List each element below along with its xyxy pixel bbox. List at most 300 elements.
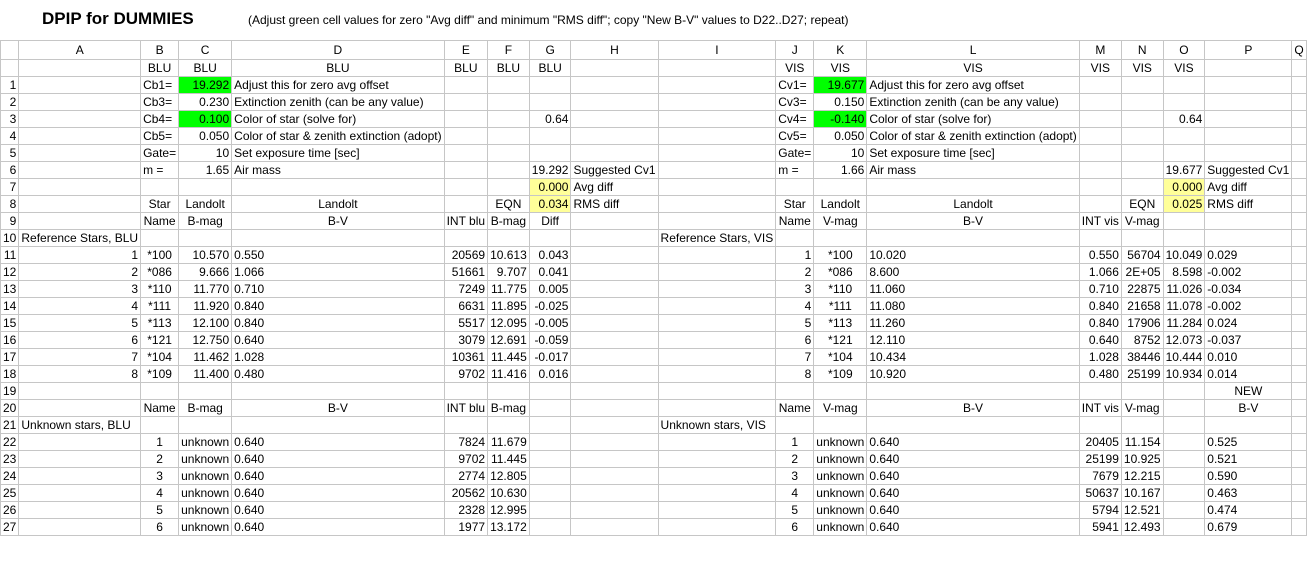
cell-c27[interactable]: unknown [179, 519, 232, 536]
cell-b18[interactable]: *109 [141, 366, 179, 383]
cell-i3[interactable] [658, 111, 776, 128]
cell-m11[interactable]: 0.550 [1079, 247, 1121, 264]
cell-i27[interactable] [658, 519, 776, 536]
cell-d23[interactable]: 0.640 [232, 451, 444, 468]
row-header[interactable]: 3 [1, 111, 19, 128]
cell-a7[interactable] [19, 179, 141, 196]
cell-k22[interactable]: unknown [814, 434, 867, 451]
cell-m13[interactable]: 0.710 [1079, 281, 1121, 298]
cell-a15[interactable]: 5 [19, 315, 141, 332]
cell-p23[interactable]: 0.521 [1205, 451, 1292, 468]
column-header-m[interactable]: M [1079, 41, 1121, 60]
cell-m26[interactable]: 5794 [1079, 502, 1121, 519]
cell-o13[interactable]: 11.026 [1163, 281, 1205, 298]
cell-f16[interactable]: 12.691 [488, 332, 530, 349]
cell-h16[interactable] [571, 332, 658, 349]
cell-o18[interactable]: 10.934 [1163, 366, 1205, 383]
cell-e19[interactable] [444, 383, 487, 400]
cell-l1[interactable]: Adjust this for zero avg offset [867, 77, 1079, 94]
cell-l14[interactable]: 11.080 [867, 298, 1079, 315]
row-header[interactable]: 21 [1, 417, 19, 434]
cell-a23[interactable] [19, 451, 141, 468]
cell-m7[interactable] [1079, 179, 1121, 196]
cell-f19[interactable] [488, 383, 530, 400]
cell-c6[interactable]: 1.65 [179, 162, 232, 179]
cell-b25[interactable]: 4 [141, 485, 179, 502]
cell-g26[interactable] [529, 502, 571, 519]
cell-h15[interactable] [571, 315, 658, 332]
cell-i22[interactable] [658, 434, 776, 451]
cell-g19[interactable] [529, 383, 571, 400]
cell-q25[interactable] [1292, 485, 1306, 502]
cell-j25[interactable]: 4 [776, 485, 814, 502]
cell-l13[interactable]: 11.060 [867, 281, 1079, 298]
cell-g0[interactable]: BLU [529, 60, 571, 77]
cell-l18[interactable]: 10.920 [867, 366, 1079, 383]
cell-q10[interactable] [1292, 230, 1306, 247]
cell-b15[interactable]: *113 [141, 315, 179, 332]
cell-n3[interactable] [1121, 111, 1163, 128]
cell-p1[interactable] [1205, 77, 1292, 94]
cell-l21[interactable] [867, 417, 1079, 434]
cell-i17[interactable] [658, 349, 776, 366]
cell-i18[interactable] [658, 366, 776, 383]
cell-p19[interactable]: NEW [1205, 383, 1292, 400]
cell-e1[interactable] [444, 77, 487, 94]
cell-o24[interactable] [1163, 468, 1205, 485]
cell-f5[interactable] [488, 145, 530, 162]
cell-k1[interactable]: 19.677 [814, 77, 867, 94]
cell-q13[interactable] [1292, 281, 1306, 298]
column-header-p[interactable]: P [1205, 41, 1292, 60]
cell-k23[interactable]: unknown [814, 451, 867, 468]
cell-b17[interactable]: *104 [141, 349, 179, 366]
cell-e12[interactable]: 51661 [444, 264, 487, 281]
cell-g7[interactable]: 0.000 [529, 179, 571, 196]
cell-n8[interactable]: EQN [1121, 196, 1163, 213]
cell-j11[interactable]: 1 [776, 247, 814, 264]
corner-cell[interactable] [1, 41, 19, 60]
cell-h2[interactable] [571, 94, 658, 111]
cell-l23[interactable]: 0.640 [867, 451, 1079, 468]
cell-e9[interactable]: INT blu [444, 213, 487, 230]
cell-a2[interactable] [19, 94, 141, 111]
cell-l6[interactable]: Air mass [867, 162, 1079, 179]
column-header-k[interactable]: K [814, 41, 867, 60]
cell-c8[interactable]: Landolt [179, 196, 232, 213]
cell-n11[interactable]: 56704 [1121, 247, 1163, 264]
cell-c12[interactable]: 9.666 [179, 264, 232, 281]
cell-b21[interactable] [141, 417, 179, 434]
cell-m0[interactable]: VIS [1079, 60, 1121, 77]
cell-c17[interactable]: 11.462 [179, 349, 232, 366]
cell-n18[interactable]: 25199 [1121, 366, 1163, 383]
cell-g6[interactable]: 19.292 [529, 162, 571, 179]
cell-d27[interactable]: 0.640 [232, 519, 444, 536]
cell-j21[interactable] [776, 417, 814, 434]
cell-b11[interactable]: *100 [141, 247, 179, 264]
cell-f14[interactable]: 11.895 [488, 298, 530, 315]
cell-j24[interactable]: 3 [776, 468, 814, 485]
cell-h7[interactable]: Avg diff [571, 179, 658, 196]
cell-m17[interactable]: 1.028 [1079, 349, 1121, 366]
cell-e3[interactable] [444, 111, 487, 128]
cell-n5[interactable] [1121, 145, 1163, 162]
cell-j23[interactable]: 2 [776, 451, 814, 468]
cell-l11[interactable]: 10.020 [867, 247, 1079, 264]
cell-d13[interactable]: 0.710 [232, 281, 444, 298]
cell-j7[interactable] [776, 179, 814, 196]
cell-c9[interactable]: B-mag [179, 213, 232, 230]
cell-j12[interactable]: 2 [776, 264, 814, 281]
cell-i1[interactable] [658, 77, 776, 94]
cell-a4[interactable] [19, 128, 141, 145]
cell-q20[interactable] [1292, 400, 1306, 417]
column-header-e[interactable]: E [444, 41, 487, 60]
cell-j0[interactable]: VIS [776, 60, 814, 77]
cell-f17[interactable]: 11.445 [488, 349, 530, 366]
cell-f1[interactable] [488, 77, 530, 94]
cell-o16[interactable]: 12.073 [1163, 332, 1205, 349]
cell-o9[interactable] [1163, 213, 1205, 230]
cell-f4[interactable] [488, 128, 530, 145]
cell-h11[interactable] [571, 247, 658, 264]
cell-l27[interactable]: 0.640 [867, 519, 1079, 536]
cell-n23[interactable]: 10.925 [1121, 451, 1163, 468]
cell-m15[interactable]: 0.840 [1079, 315, 1121, 332]
cell-m14[interactable]: 0.840 [1079, 298, 1121, 315]
cell-e21[interactable] [444, 417, 487, 434]
cell-p26[interactable]: 0.474 [1205, 502, 1292, 519]
cell-d3[interactable]: Color of star (solve for) [232, 111, 444, 128]
cell-b10[interactable] [141, 230, 179, 247]
cell-h20[interactable] [571, 400, 658, 417]
cell-a18[interactable]: 8 [19, 366, 141, 383]
cell-c23[interactable]: unknown [179, 451, 232, 468]
cell-k24[interactable]: unknown [814, 468, 867, 485]
cell-i5[interactable] [658, 145, 776, 162]
cell-f6[interactable] [488, 162, 530, 179]
cell-l9[interactable]: B-V [867, 213, 1079, 230]
cell-p14[interactable]: -0.002 [1205, 298, 1292, 315]
column-header-q[interactable]: Q [1292, 41, 1306, 60]
cell-e16[interactable]: 3079 [444, 332, 487, 349]
cell-o15[interactable]: 11.284 [1163, 315, 1205, 332]
cell-b24[interactable]: 3 [141, 468, 179, 485]
cell-g5[interactable] [529, 145, 571, 162]
row-header[interactable]: 8 [1, 196, 19, 213]
cell-q19[interactable] [1292, 383, 1306, 400]
cell-k3[interactable]: -0.140 [814, 111, 867, 128]
row-header[interactable]: 27 [1, 519, 19, 536]
cell-c15[interactable]: 12.100 [179, 315, 232, 332]
cell-n14[interactable]: 21658 [1121, 298, 1163, 315]
cell-p25[interactable]: 0.463 [1205, 485, 1292, 502]
cell-o23[interactable] [1163, 451, 1205, 468]
cell-q5[interactable] [1292, 145, 1306, 162]
cell-j20[interactable]: Name [776, 400, 814, 417]
cell-m4[interactable] [1079, 128, 1121, 145]
cell-j8[interactable]: Star [776, 196, 814, 213]
cell-g9[interactable]: Diff [529, 213, 571, 230]
cell-b23[interactable]: 2 [141, 451, 179, 468]
cell-l0[interactable]: VIS [867, 60, 1079, 77]
cell-b7[interactable] [141, 179, 179, 196]
row-header[interactable]: 12 [1, 264, 19, 281]
column-header-a[interactable]: A [19, 41, 141, 60]
cell-i2[interactable] [658, 94, 776, 111]
cell-c22[interactable]: unknown [179, 434, 232, 451]
cell-n27[interactable]: 12.493 [1121, 519, 1163, 536]
cell-i12[interactable] [658, 264, 776, 281]
cell-c2[interactable]: 0.230 [179, 94, 232, 111]
cell-k20[interactable]: V-mag [814, 400, 867, 417]
cell-k17[interactable]: *104 [814, 349, 867, 366]
cell-k11[interactable]: *100 [814, 247, 867, 264]
cell-b14[interactable]: *111 [141, 298, 179, 315]
cell-p4[interactable] [1205, 128, 1292, 145]
cell-o2[interactable] [1163, 94, 1205, 111]
cell-d20[interactable]: B-V [232, 400, 444, 417]
cell-k26[interactable]: unknown [814, 502, 867, 519]
cell-h3[interactable] [571, 111, 658, 128]
cell-a8[interactable] [19, 196, 141, 213]
cell-o12[interactable]: 8.598 [1163, 264, 1205, 281]
cell-c18[interactable]: 11.400 [179, 366, 232, 383]
row-header[interactable]: 16 [1, 332, 19, 349]
cell-k8[interactable]: Landolt [814, 196, 867, 213]
cell-m27[interactable]: 5941 [1079, 519, 1121, 536]
row-header[interactable]: 26 [1, 502, 19, 519]
cell-k19[interactable] [814, 383, 867, 400]
cell-i23[interactable] [658, 451, 776, 468]
cell-c13[interactable]: 11.770 [179, 281, 232, 298]
cell-a0[interactable] [19, 60, 141, 77]
row-header[interactable]: 10 [1, 230, 19, 247]
cell-q0[interactable] [1292, 60, 1306, 77]
cell-a21[interactable]: Unknown stars, BLU [19, 417, 141, 434]
cell-g22[interactable] [529, 434, 571, 451]
row-header[interactable]: 6 [1, 162, 19, 179]
cell-q11[interactable] [1292, 247, 1306, 264]
cell-j5[interactable]: Gate= [776, 145, 814, 162]
cell-d22[interactable]: 0.640 [232, 434, 444, 451]
cell-i11[interactable] [658, 247, 776, 264]
cell-p20[interactable]: B-V [1205, 400, 1292, 417]
cell-g15[interactable]: -0.005 [529, 315, 571, 332]
cell-c5[interactable]: 10 [179, 145, 232, 162]
cell-g12[interactable]: 0.041 [529, 264, 571, 281]
cell-p12[interactable]: -0.002 [1205, 264, 1292, 281]
cell-o20[interactable] [1163, 400, 1205, 417]
cell-f27[interactable]: 13.172 [488, 519, 530, 536]
cell-k7[interactable] [814, 179, 867, 196]
cell-d6[interactable]: Air mass [232, 162, 444, 179]
cell-n6[interactable] [1121, 162, 1163, 179]
cell-q18[interactable] [1292, 366, 1306, 383]
row-header[interactable]: 14 [1, 298, 19, 315]
cell-d19[interactable] [232, 383, 444, 400]
cell-f2[interactable] [488, 94, 530, 111]
cell-b0[interactable]: BLU [141, 60, 179, 77]
cell-g25[interactable] [529, 485, 571, 502]
cell-n2[interactable] [1121, 94, 1163, 111]
cell-d14[interactable]: 0.840 [232, 298, 444, 315]
cell-b12[interactable]: *086 [141, 264, 179, 281]
cell-g27[interactable] [529, 519, 571, 536]
cell-b19[interactable] [141, 383, 179, 400]
row-header[interactable]: 20 [1, 400, 19, 417]
cell-j18[interactable]: 8 [776, 366, 814, 383]
cell-f18[interactable]: 11.416 [488, 366, 530, 383]
cell-k4[interactable]: 0.050 [814, 128, 867, 145]
cell-p7[interactable]: Avg diff [1205, 179, 1292, 196]
cell-k10[interactable] [814, 230, 867, 247]
cell-p8[interactable]: RMS diff [1205, 196, 1292, 213]
cell-m3[interactable] [1079, 111, 1121, 128]
cell-h12[interactable] [571, 264, 658, 281]
cell-j10[interactable] [776, 230, 814, 247]
cell-l5[interactable]: Set exposure time [sec] [867, 145, 1079, 162]
cell-b8[interactable]: Star [141, 196, 179, 213]
row-header[interactable] [1, 60, 19, 77]
cell-c3[interactable]: 0.100 [179, 111, 232, 128]
cell-o5[interactable] [1163, 145, 1205, 162]
cell-q4[interactable] [1292, 128, 1306, 145]
cell-n21[interactable] [1121, 417, 1163, 434]
cell-e15[interactable]: 5517 [444, 315, 487, 332]
cell-d15[interactable]: 0.840 [232, 315, 444, 332]
cell-d26[interactable]: 0.640 [232, 502, 444, 519]
cell-h22[interactable] [571, 434, 658, 451]
cell-h5[interactable] [571, 145, 658, 162]
cell-l15[interactable]: 11.260 [867, 315, 1079, 332]
cell-p27[interactable]: 0.679 [1205, 519, 1292, 536]
cell-c4[interactable]: 0.050 [179, 128, 232, 145]
cell-p17[interactable]: 0.010 [1205, 349, 1292, 366]
cell-n4[interactable] [1121, 128, 1163, 145]
cell-d5[interactable]: Set exposure time [sec] [232, 145, 444, 162]
cell-n13[interactable]: 22875 [1121, 281, 1163, 298]
cell-h9[interactable] [571, 213, 658, 230]
cell-i9[interactable] [658, 213, 776, 230]
cell-n9[interactable]: V-mag [1121, 213, 1163, 230]
cell-p10[interactable] [1205, 230, 1292, 247]
cell-k0[interactable]: VIS [814, 60, 867, 77]
cell-i19[interactable] [658, 383, 776, 400]
cell-o11[interactable]: 10.049 [1163, 247, 1205, 264]
cell-a1[interactable] [19, 77, 141, 94]
cell-l16[interactable]: 12.110 [867, 332, 1079, 349]
cell-k18[interactable]: *109 [814, 366, 867, 383]
cell-d21[interactable] [232, 417, 444, 434]
cell-e4[interactable] [444, 128, 487, 145]
row-header[interactable]: 13 [1, 281, 19, 298]
cell-m9[interactable]: INT vis [1079, 213, 1121, 230]
column-header-d[interactable]: D [232, 41, 444, 60]
cell-g8[interactable]: 0.034 [529, 196, 571, 213]
cell-q14[interactable] [1292, 298, 1306, 315]
cell-m24[interactable]: 7679 [1079, 468, 1121, 485]
cell-j26[interactable]: 5 [776, 502, 814, 519]
cell-b27[interactable]: 6 [141, 519, 179, 536]
cell-h18[interactable] [571, 366, 658, 383]
cell-d9[interactable]: B-V [232, 213, 444, 230]
cell-l25[interactable]: 0.640 [867, 485, 1079, 502]
cell-c21[interactable] [179, 417, 232, 434]
cell-p5[interactable] [1205, 145, 1292, 162]
cell-d0[interactable]: BLU [232, 60, 444, 77]
cell-k2[interactable]: 0.150 [814, 94, 867, 111]
cell-e24[interactable]: 2774 [444, 468, 487, 485]
cell-a5[interactable] [19, 145, 141, 162]
cell-p22[interactable]: 0.525 [1205, 434, 1292, 451]
cell-j22[interactable]: 1 [776, 434, 814, 451]
cell-b5[interactable]: Gate= [141, 145, 179, 162]
cell-d8[interactable]: Landolt [232, 196, 444, 213]
column-header-o[interactable]: O [1163, 41, 1205, 60]
cell-q9[interactable] [1292, 213, 1306, 230]
cell-f20[interactable]: B-mag [488, 400, 530, 417]
cell-o3[interactable]: 0.64 [1163, 111, 1205, 128]
cell-d12[interactable]: 1.066 [232, 264, 444, 281]
cell-a14[interactable]: 4 [19, 298, 141, 315]
cell-o8[interactable]: 0.025 [1163, 196, 1205, 213]
cell-b20[interactable]: Name [141, 400, 179, 417]
cell-c24[interactable]: unknown [179, 468, 232, 485]
cell-h17[interactable] [571, 349, 658, 366]
row-header[interactable]: 1 [1, 77, 19, 94]
cell-i13[interactable] [658, 281, 776, 298]
cell-f3[interactable] [488, 111, 530, 128]
column-header-b[interactable]: B [141, 41, 179, 60]
cell-j15[interactable]: 5 [776, 315, 814, 332]
cell-e8[interactable] [444, 196, 487, 213]
cell-d7[interactable] [232, 179, 444, 196]
cell-n7[interactable] [1121, 179, 1163, 196]
column-header-l[interactable]: L [867, 41, 1079, 60]
cell-k16[interactable]: *121 [814, 332, 867, 349]
row-header[interactable]: 22 [1, 434, 19, 451]
cell-o0[interactable]: VIS [1163, 60, 1205, 77]
cell-j19[interactable] [776, 383, 814, 400]
column-header-j[interactable]: J [776, 41, 814, 60]
cell-j14[interactable]: 4 [776, 298, 814, 315]
cell-h24[interactable] [571, 468, 658, 485]
cell-k13[interactable]: *110 [814, 281, 867, 298]
cell-h19[interactable] [571, 383, 658, 400]
row-header[interactable]: 7 [1, 179, 19, 196]
cell-e14[interactable]: 6631 [444, 298, 487, 315]
cell-e18[interactable]: 9702 [444, 366, 487, 383]
column-header-f[interactable]: F [488, 41, 530, 60]
cell-l2[interactable]: Extinction zenith (can be any value) [867, 94, 1079, 111]
row-header[interactable]: 23 [1, 451, 19, 468]
cell-a12[interactable]: 2 [19, 264, 141, 281]
cell-l19[interactable] [867, 383, 1079, 400]
cell-f10[interactable] [488, 230, 530, 247]
cell-p16[interactable]: -0.037 [1205, 332, 1292, 349]
cell-e11[interactable]: 20569 [444, 247, 487, 264]
cell-b16[interactable]: *121 [141, 332, 179, 349]
cell-o14[interactable]: 11.078 [1163, 298, 1205, 315]
cell-j3[interactable]: Cv4= [776, 111, 814, 128]
cell-b13[interactable]: *110 [141, 281, 179, 298]
cell-i24[interactable] [658, 468, 776, 485]
cell-e23[interactable]: 9702 [444, 451, 487, 468]
cell-q3[interactable] [1292, 111, 1306, 128]
cell-i8[interactable] [658, 196, 776, 213]
